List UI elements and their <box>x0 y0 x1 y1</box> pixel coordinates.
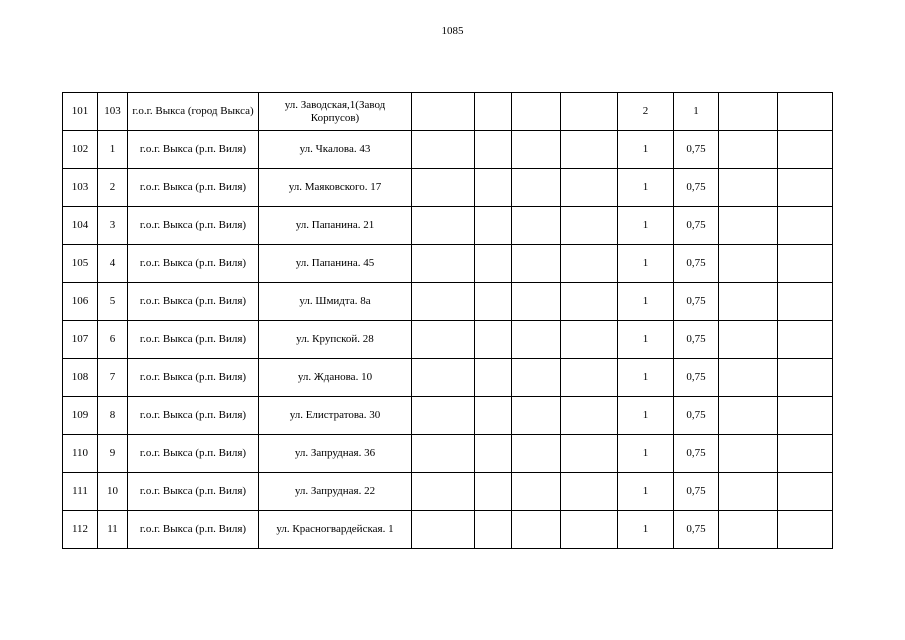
municipality-cell: г.о.г. Выкса (р.п. Виля) <box>128 131 259 169</box>
empty-cell <box>412 321 475 359</box>
count-cell: 1 <box>618 169 674 207</box>
empty-cell <box>512 245 561 283</box>
empty-cell <box>412 93 475 131</box>
index-cell: 1 <box>98 131 128 169</box>
empty-cell <box>475 359 512 397</box>
empty-cell <box>512 473 561 511</box>
empty-cell <box>719 359 778 397</box>
count-cell: 1 <box>618 245 674 283</box>
municipality-cell: г.о.г. Выкса (р.п. Виля) <box>128 321 259 359</box>
table-row <box>63 283 833 321</box>
table-row <box>63 93 833 131</box>
row-number-cell: 112 <box>63 511 98 549</box>
count-cell: 2 <box>618 93 674 131</box>
address-cell: ул. Красногвардейская. 1 <box>259 511 412 549</box>
address-cell: ул. Жданова. 10 <box>259 359 412 397</box>
volume-cell: 0,75 <box>674 245 719 283</box>
empty-cell <box>719 131 778 169</box>
index-cell: 5 <box>98 283 128 321</box>
empty-cell <box>512 131 561 169</box>
count-cell: 1 <box>618 131 674 169</box>
empty-cell <box>561 283 618 321</box>
index-cell: 7 <box>98 359 128 397</box>
empty-cell <box>475 473 512 511</box>
empty-cell <box>561 511 618 549</box>
address-cell: ул. Папанина. 21 <box>259 207 412 245</box>
empty-cell <box>778 321 833 359</box>
empty-cell <box>412 207 475 245</box>
count-cell: 1 <box>618 397 674 435</box>
row-number-cell: 111 <box>63 473 98 511</box>
empty-cell <box>561 359 618 397</box>
address-cell: ул. Крупской. 28 <box>259 321 412 359</box>
empty-cell <box>561 321 618 359</box>
table-body <box>63 93 833 549</box>
empty-cell <box>475 245 512 283</box>
volume-cell: 0,75 <box>674 207 719 245</box>
empty-cell <box>778 131 833 169</box>
table-row <box>63 207 833 245</box>
empty-cell <box>512 283 561 321</box>
empty-cell <box>475 93 512 131</box>
empty-cell <box>719 169 778 207</box>
empty-cell <box>778 359 833 397</box>
row-number-cell: 107 <box>63 321 98 359</box>
count-cell: 1 <box>618 435 674 473</box>
volume-cell: 0,75 <box>674 321 719 359</box>
volume-cell: 0,75 <box>674 131 719 169</box>
empty-cell <box>412 359 475 397</box>
municipality-cell: г.о.г. Выкса (р.п. Виля) <box>128 511 259 549</box>
table-row <box>63 359 833 397</box>
row-number-cell: 104 <box>63 207 98 245</box>
empty-cell <box>561 435 618 473</box>
empty-cell <box>719 397 778 435</box>
volume-cell: 0,75 <box>674 359 719 397</box>
municipality-cell: г.о.г. Выкса (р.п. Виля) <box>128 359 259 397</box>
count-cell: 1 <box>618 207 674 245</box>
empty-cell <box>778 245 833 283</box>
empty-cell <box>719 473 778 511</box>
index-cell: 9 <box>98 435 128 473</box>
index-cell: 103 <box>98 93 128 131</box>
empty-cell <box>561 93 618 131</box>
index-cell: 10 <box>98 473 128 511</box>
table-row <box>63 435 833 473</box>
empty-cell <box>561 245 618 283</box>
row-number-cell: 102 <box>63 131 98 169</box>
municipality-cell: г.о.г. Выкса (р.п. Виля) <box>128 473 259 511</box>
empty-cell <box>778 435 833 473</box>
address-cell: ул. Чкалова. 43 <box>259 131 412 169</box>
volume-cell: 0,75 <box>674 283 719 321</box>
empty-cell <box>719 245 778 283</box>
row-number-cell: 103 <box>63 169 98 207</box>
empty-cell <box>778 283 833 321</box>
empty-cell <box>475 511 512 549</box>
address-cell: ул. Шмидта. 8а <box>259 283 412 321</box>
empty-cell <box>475 169 512 207</box>
row-number-cell: 105 <box>63 245 98 283</box>
table-row <box>63 169 833 207</box>
empty-cell <box>719 283 778 321</box>
table-row <box>63 131 833 169</box>
volume-cell: 1 <box>674 93 719 131</box>
empty-cell <box>778 207 833 245</box>
empty-cell <box>778 93 833 131</box>
index-cell: 11 <box>98 511 128 549</box>
empty-cell <box>561 131 618 169</box>
municipality-cell: г.о.г. Выкса (р.п. Виля) <box>128 169 259 207</box>
empty-cell <box>561 397 618 435</box>
empty-cell <box>412 511 475 549</box>
municipality-cell: г.о.г. Выкса (р.п. Виля) <box>128 245 259 283</box>
volume-cell: 0,75 <box>674 169 719 207</box>
municipality-cell: г.о.г. Выкса (р.п. Виля) <box>128 397 259 435</box>
row-number-cell: 108 <box>63 359 98 397</box>
empty-cell <box>512 359 561 397</box>
count-cell: 1 <box>618 283 674 321</box>
address-cell: ул. Елистратова. 30 <box>259 397 412 435</box>
row-number-cell: 109 <box>63 397 98 435</box>
table-row <box>63 397 833 435</box>
empty-cell <box>412 245 475 283</box>
index-cell: 2 <box>98 169 128 207</box>
empty-cell <box>778 397 833 435</box>
empty-cell <box>475 435 512 473</box>
index-cell: 8 <box>98 397 128 435</box>
empty-cell <box>778 169 833 207</box>
address-cell: ул. Папанина. 45 <box>259 245 412 283</box>
index-cell: 6 <box>98 321 128 359</box>
empty-cell <box>412 131 475 169</box>
index-cell: 3 <box>98 207 128 245</box>
empty-cell <box>719 321 778 359</box>
municipality-cell: г.о.г. Выкса (р.п. Виля) <box>128 435 259 473</box>
municipality-cell: г.о.г. Выкса (город Выкса) <box>128 93 259 131</box>
empty-cell <box>778 473 833 511</box>
empty-cell <box>512 511 561 549</box>
empty-cell <box>561 473 618 511</box>
empty-cell <box>512 207 561 245</box>
empty-cell <box>512 397 561 435</box>
table-row <box>63 473 833 511</box>
empty-cell <box>475 283 512 321</box>
table-row <box>63 321 833 359</box>
address-cell: ул. Запрудная. 36 <box>259 435 412 473</box>
row-number-cell: 110 <box>63 435 98 473</box>
empty-cell <box>561 169 618 207</box>
empty-cell <box>412 169 475 207</box>
empty-cell <box>475 207 512 245</box>
count-cell: 1 <box>618 473 674 511</box>
empty-cell <box>719 435 778 473</box>
table-row <box>63 511 833 549</box>
empty-cell <box>512 169 561 207</box>
count-cell: 1 <box>618 511 674 549</box>
row-number-cell: 101 <box>63 93 98 131</box>
address-cell: ул. Маяковского. 17 <box>259 169 412 207</box>
municipality-cell: г.о.г. Выкса (р.п. Виля) <box>128 283 259 321</box>
empty-cell <box>719 511 778 549</box>
volume-cell: 0,75 <box>674 397 719 435</box>
empty-cell <box>412 283 475 321</box>
page-number: 1085 <box>441 25 464 37</box>
empty-cell <box>719 93 778 131</box>
empty-cell <box>475 131 512 169</box>
count-cell: 1 <box>618 359 674 397</box>
address-cell: ул. Заводская,1(Завод Корпусов) <box>259 93 412 131</box>
empty-cell <box>412 435 475 473</box>
volume-cell: 0,75 <box>674 473 719 511</box>
empty-cell <box>778 511 833 549</box>
empty-cell <box>512 321 561 359</box>
row-number-cell: 106 <box>63 283 98 321</box>
table-row <box>63 245 833 283</box>
empty-cell <box>475 397 512 435</box>
municipality-cell: г.о.г. Выкса (р.п. Виля) <box>128 207 259 245</box>
empty-cell <box>561 207 618 245</box>
count-cell: 1 <box>618 321 674 359</box>
index-cell: 4 <box>98 245 128 283</box>
volume-cell: 0,75 <box>674 435 719 473</box>
empty-cell <box>412 473 475 511</box>
empty-cell <box>412 397 475 435</box>
address-cell: ул. Запрудная. 22 <box>259 473 412 511</box>
empty-cell <box>475 321 512 359</box>
registry-table <box>62 92 833 549</box>
empty-cell <box>719 207 778 245</box>
empty-cell <box>512 93 561 131</box>
empty-cell <box>512 435 561 473</box>
volume-cell: 0,75 <box>674 511 719 549</box>
